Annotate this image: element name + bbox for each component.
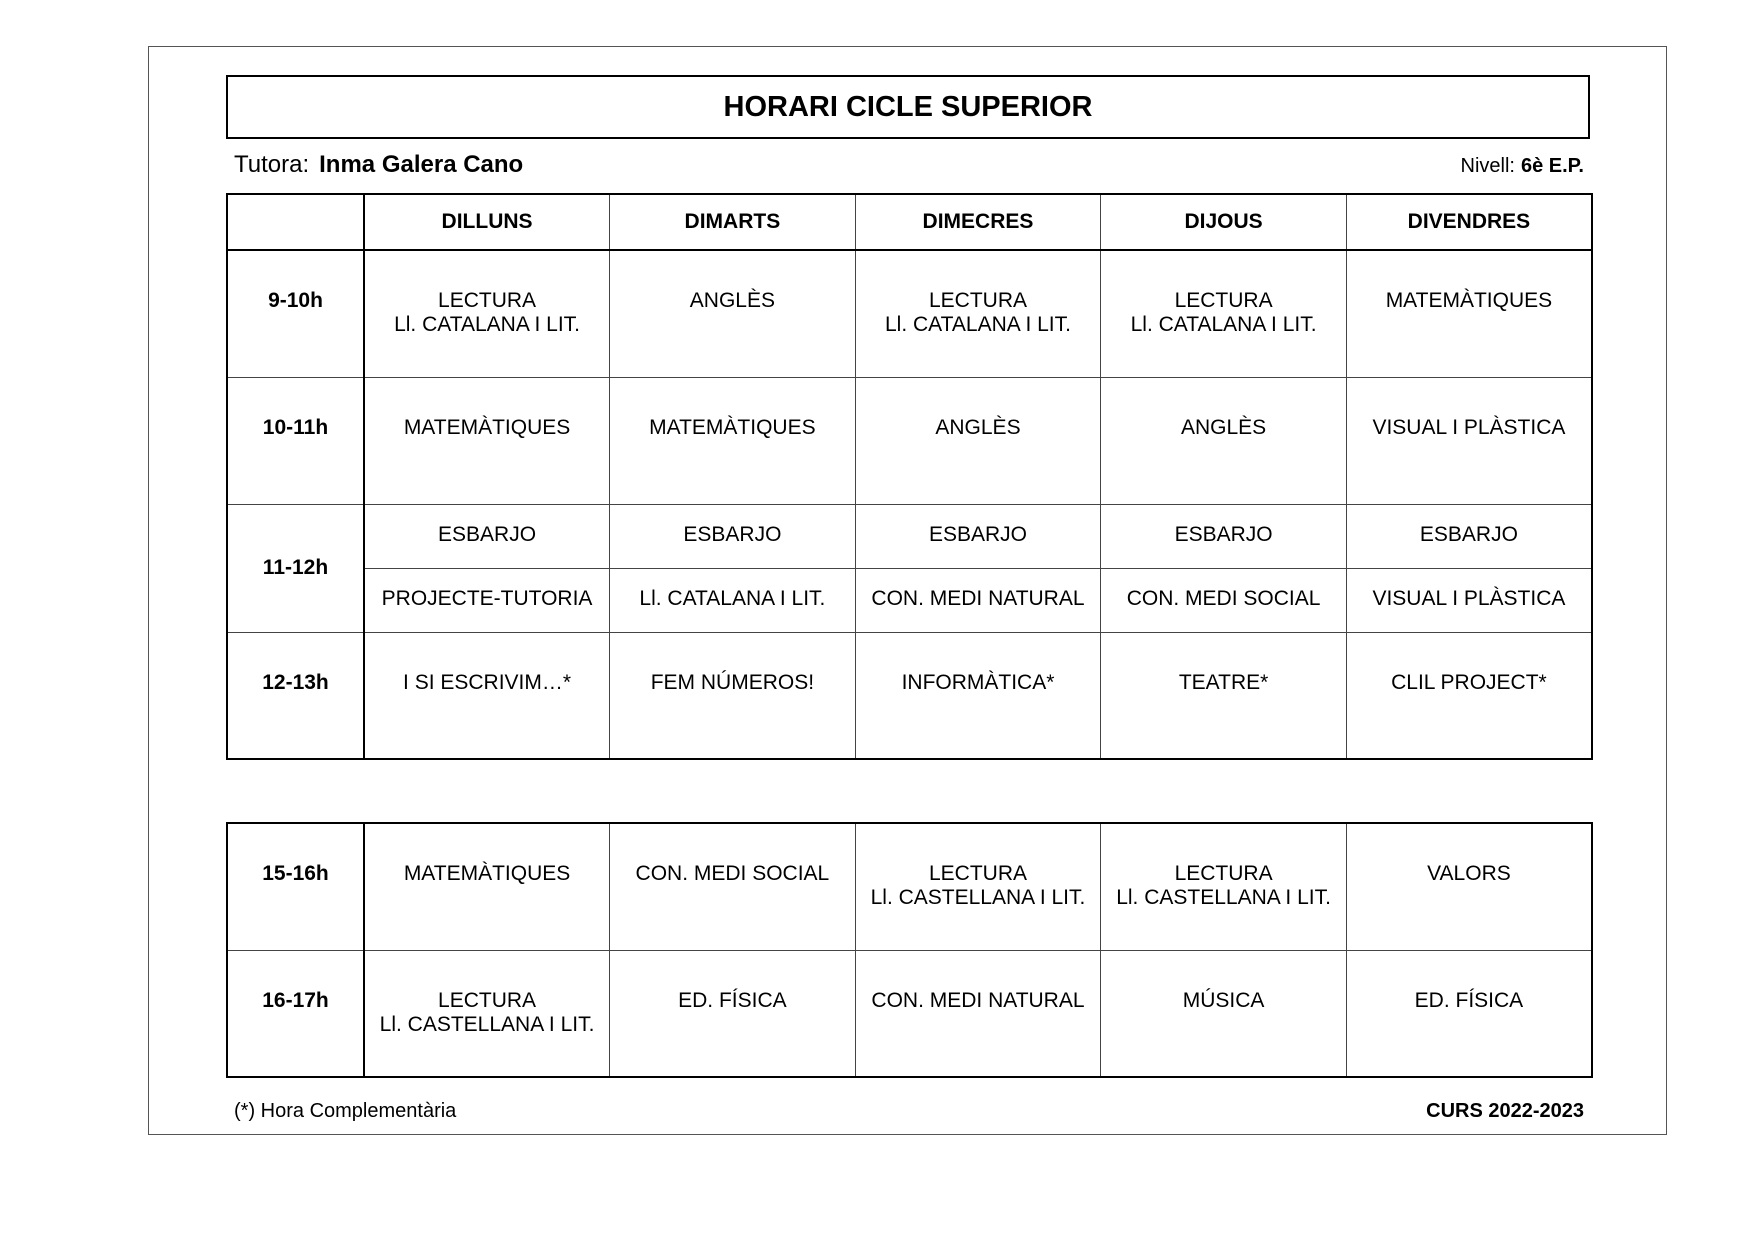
schedule-cell <box>1346 823 1592 950</box>
schedule-cell <box>1101 377 1347 504</box>
schedule-cell <box>364 377 610 504</box>
tutor-label: Tutora: <box>234 151 310 178</box>
subject-label: Ll. CASTELLANA I LIT. <box>379 1012 595 1036</box>
subject-label: PROJECTE-TUTORIA <box>381 586 593 610</box>
time-label: 12-13h <box>262 670 329 694</box>
break-cell <box>610 504 856 568</box>
subject-label: CON. MEDI NATURAL <box>871 988 1085 1012</box>
schedule-cell <box>855 568 1101 632</box>
schedule-row <box>227 823 1592 950</box>
afternoon-schedule-table <box>226 822 1593 1078</box>
schedule-cell <box>855 250 1101 377</box>
subject-label: LECTURA <box>928 289 1027 312</box>
schedule-cell <box>855 823 1101 950</box>
subject-label: MATEMÀTIQUES <box>403 415 571 439</box>
schedule-cell <box>610 950 856 1077</box>
subject-label: CON. MEDI SOCIAL <box>635 862 830 885</box>
time-label: 10-11h <box>262 415 329 439</box>
subject-label: ANGLÈS <box>1180 415 1267 439</box>
subject-label: Ll. CATALANA I LIT. <box>885 313 1071 336</box>
subject-label: I SI ESCRIVIM…* <box>403 670 572 694</box>
day-header-row <box>227 194 1592 250</box>
schedule-cell <box>610 632 856 759</box>
subject-label: FEM NÚMEROS! <box>650 670 815 694</box>
break-label: ESBARJO <box>928 522 1027 546</box>
schedule-cell <box>610 250 856 377</box>
schedule-row <box>227 950 1592 1077</box>
level-value: 6è E.P. <box>1520 155 1584 177</box>
subject-label: LECTURA <box>438 289 537 312</box>
break-label: ESBARJO <box>1419 522 1518 546</box>
tutor-name: Inma Galera Cano <box>319 151 524 178</box>
corner-cell <box>227 194 364 250</box>
day-header: DIJOUS <box>1101 194 1347 250</box>
time-slot: 11-12h <box>227 504 364 632</box>
time-label: 9-10h <box>268 289 323 312</box>
subject-label: LECTURA <box>928 862 1027 885</box>
course-year: CURS 2022-2023 <box>1426 1100 1584 1122</box>
day-header: DILLUNS <box>364 194 610 250</box>
subject-label: INFORMÀTICA* <box>901 670 1055 694</box>
break-cell <box>1346 504 1592 568</box>
schedule-row <box>227 504 1592 568</box>
morning-schedule-table <box>226 193 1593 760</box>
time-label: 15-16h <box>262 862 329 885</box>
schedule-cell <box>1101 823 1347 950</box>
subject-label: MATEMÀTIQUES <box>649 415 816 439</box>
subject-label: Ll. CATALANA I LIT. <box>639 586 826 610</box>
subject-label: Ll. CASTELLANA I LIT. <box>870 886 1086 909</box>
time-slot <box>227 823 364 950</box>
subject-label: ED. FÍSICA <box>678 988 787 1012</box>
subject-label: VALORS <box>1427 862 1511 885</box>
break-cell <box>1101 504 1347 568</box>
subject-label: VISUAL I PLÀSTICA <box>1372 586 1566 610</box>
subject-label: TEATRE* <box>1178 670 1269 694</box>
subject-label: LECTURA <box>438 988 537 1012</box>
schedule-cell <box>364 823 610 950</box>
tutor-info <box>234 151 523 179</box>
level-label: Nivell: <box>1460 155 1515 177</box>
subject-label: CLIL PROJECT* <box>1391 670 1547 694</box>
time-slot <box>227 377 364 504</box>
schedule-cell <box>855 950 1101 1077</box>
schedule-cell <box>364 568 610 632</box>
break-cell <box>855 504 1101 568</box>
time-slot <box>227 250 364 377</box>
schedule-cell <box>1101 950 1347 1077</box>
schedule-cell <box>1346 568 1592 632</box>
page-title: HORARI CICLE SUPERIOR <box>226 75 1590 139</box>
break-cell <box>364 504 610 568</box>
schedule-cell <box>610 823 856 950</box>
subject-label: ANGLÈS <box>689 289 775 312</box>
schedule-cell <box>1346 632 1592 759</box>
subject-label: Ll. CATALANA I LIT. <box>1130 313 1317 336</box>
subject-label: VISUAL I PLÀSTICA <box>1372 415 1566 439</box>
schedule-cell <box>1101 250 1347 377</box>
header-info <box>234 151 1584 179</box>
schedule-cell <box>855 632 1101 759</box>
schedule-row <box>227 568 1592 632</box>
subject-label: CON. MEDI SOCIAL <box>1126 586 1321 610</box>
schedule-cell <box>1346 950 1592 1077</box>
subject-label: CON. MEDI NATURAL <box>871 586 1085 610</box>
schedule-row <box>227 250 1592 377</box>
schedule-row <box>227 632 1592 759</box>
subject-label: MATEMÀTIQUES <box>403 862 571 885</box>
footer-info <box>234 1100 1584 1123</box>
break-label: ESBARJO <box>1174 522 1273 546</box>
footnote: (*) Hora Complementària <box>234 1100 457 1122</box>
schedule-cell <box>610 568 856 632</box>
schedule-cell <box>1346 377 1592 504</box>
subject-label: Ll. CATALANA I LIT. <box>394 313 581 336</box>
schedule-cell <box>610 377 856 504</box>
day-header: DIVENDRES <box>1346 194 1592 250</box>
schedule-cell <box>855 377 1101 504</box>
schedule-cell <box>1101 632 1347 759</box>
subject-label: MÚSICA <box>1182 988 1265 1012</box>
subject-label: ED. FÍSICA <box>1414 988 1524 1012</box>
subject-label: ANGLÈS <box>935 415 1021 439</box>
schedule-cell <box>364 250 610 377</box>
day-header: DIMECRES <box>855 194 1101 250</box>
time-slot <box>227 632 364 759</box>
subject-label: MATEMÀTIQUES <box>1385 289 1553 312</box>
schedule-cell <box>1346 250 1592 377</box>
break-label: ESBARJO <box>438 522 537 546</box>
schedule-cell <box>364 632 610 759</box>
subject-label: LECTURA <box>1174 289 1273 312</box>
subject-label: Ll. CASTELLANA I LIT. <box>1116 886 1331 909</box>
break-label: ESBARJO <box>683 522 782 546</box>
schedule-cell <box>1101 568 1347 632</box>
time-label: 16-17h <box>262 988 329 1012</box>
schedule-row <box>227 377 1592 504</box>
time-slot <box>227 950 364 1077</box>
level-info <box>1461 155 1584 178</box>
schedule-cell <box>364 950 610 1077</box>
subject-label: LECTURA <box>1174 862 1273 885</box>
day-header: DIMARTS <box>610 194 856 250</box>
